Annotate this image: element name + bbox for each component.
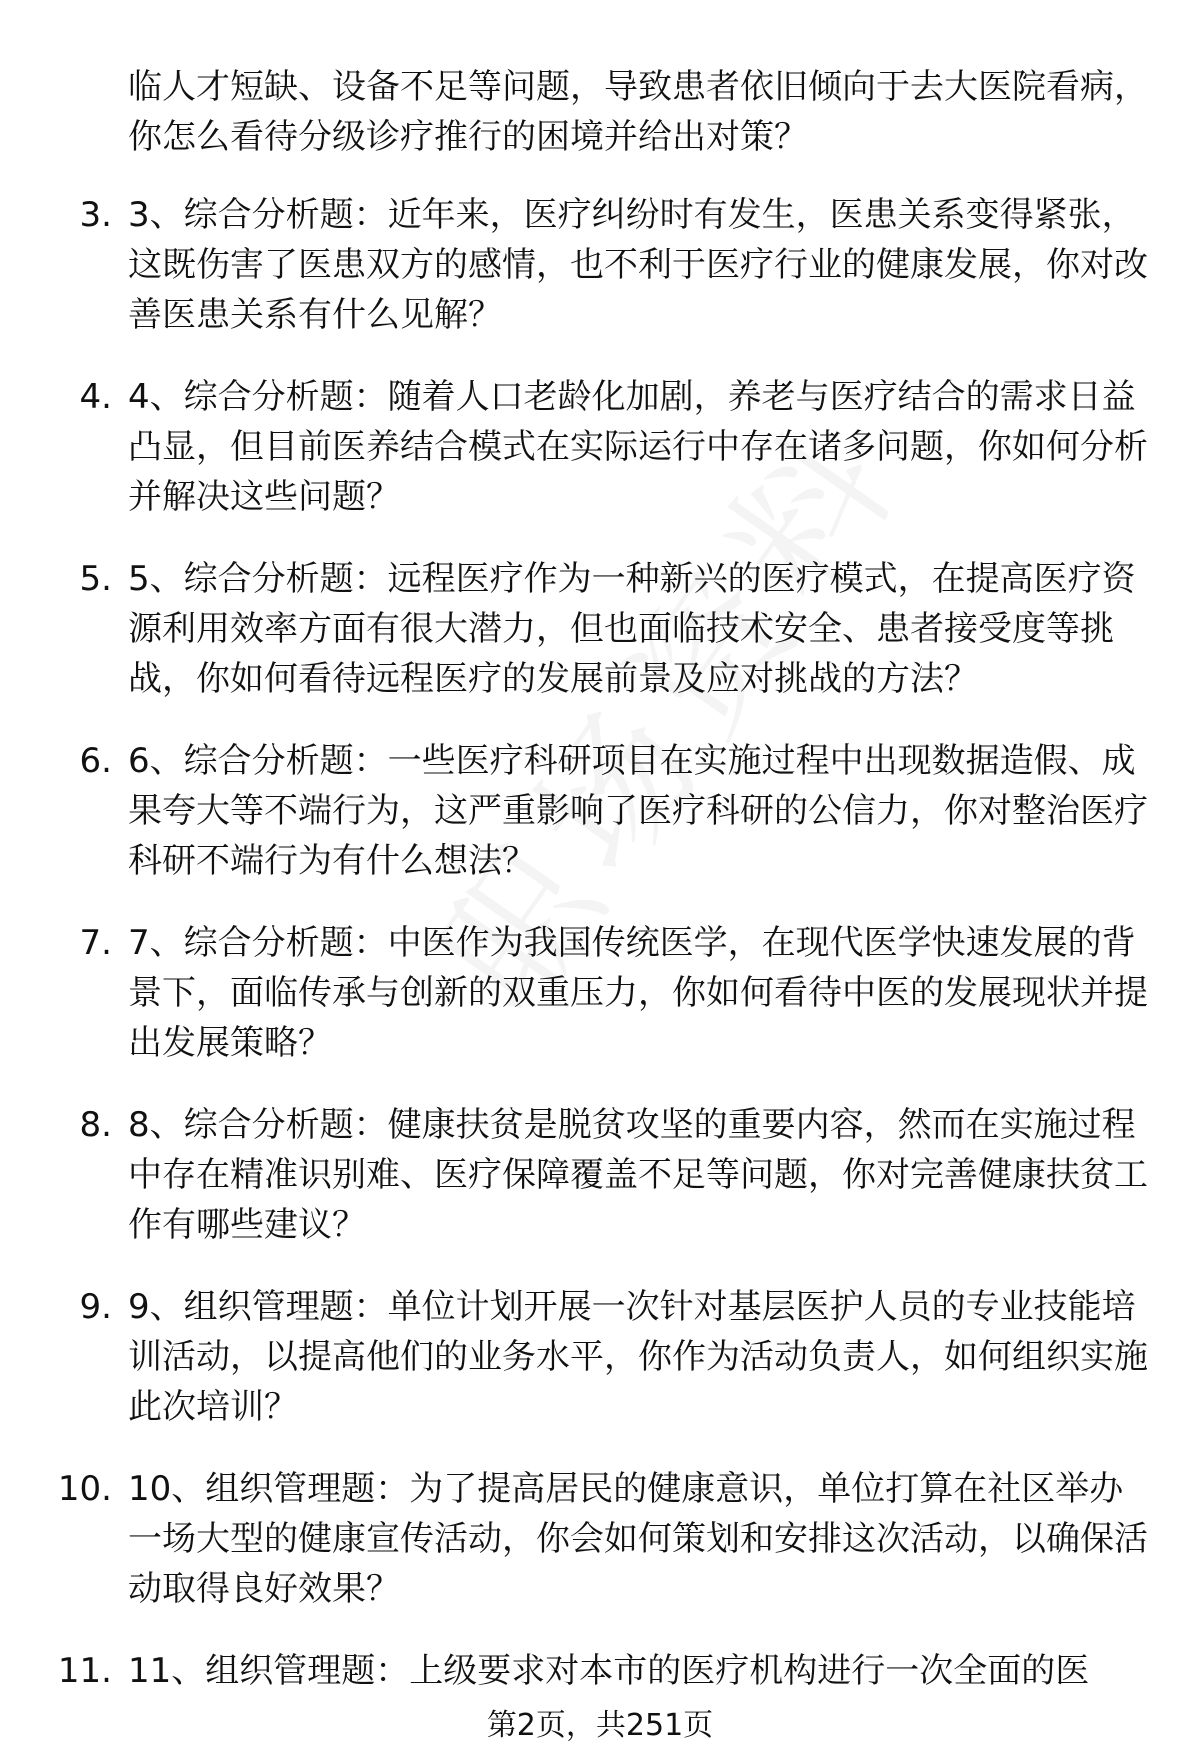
item-number: 9. — [79, 1287, 112, 1327]
page-footer: 第2页，共251页 — [486, 1708, 714, 1743]
list-item — [0, 554, 1148, 704]
item-text: 8、综合分析题：健康扶贫是脱贫攻坚的重要内容，然而在实施过程中存在精准识别难、医疗保障覆盖不足等问题，你对完善健康扶贫工作有哪些建议？ — [128, 1105, 1148, 1245]
item-number: 8. — [79, 1105, 112, 1145]
list-item — [0, 1464, 1148, 1614]
continuation-text: 临人才短缺、设备不足等问题，导致患者依旧倾向于去大医院看病，你怎么看待分级诊疗推行的困境并给出对策？ — [128, 67, 1148, 157]
item-text: 3、综合分析题：近年来，医疗纠纷时有发生，医患关系变得紧张，这既伤害了医患双方的感情，也不利于医疗行业的健康发展，你对改善医患关系有什么见解？ — [128, 195, 1148, 335]
item-number: 5. — [79, 559, 112, 599]
item-number: 6. — [79, 741, 112, 781]
item-number: 11. — [57, 1651, 112, 1691]
question-list — [0, 190, 1200, 1728]
item-number: 4. — [79, 377, 112, 417]
item-number: 10. — [57, 1469, 112, 1509]
list-item — [0, 372, 1148, 522]
list-item — [0, 736, 1148, 886]
list-item — [0, 1646, 1148, 1696]
list-item — [0, 1282, 1148, 1432]
item-text: 10、组织管理题：为了提高居民的健康意识，单位打算在社区举办一场大型的健康宣传活动，你会如何策划和安排这次活动，以确保活动取得良好效果？ — [128, 1469, 1148, 1609]
item-text: 6、综合分析题：一些医疗科研项目在实施过程中出现数据造假、成果夸大等不端行为，这严重影响了医疗科研的公信力，你对整治医疗科研不端行为有什么想法？ — [128, 741, 1148, 881]
item-text: 9、组织管理题：单位计划开展一次针对基层医护人员的专业技能培训活动，以提高他们的业务水平，你作为活动负责人，如何组织实施此次培训？ — [128, 1287, 1148, 1427]
item-number: 7. — [79, 923, 112, 963]
list-item — [0, 190, 1148, 340]
list-item — [0, 1100, 1148, 1250]
item-text: 7、综合分析题：中医作为我国传统医学，在现代医学快速发展的背景下，面临传承与创新的双重压力，你如何看待中医的发展现状并提出发展策略？ — [128, 923, 1148, 1063]
item-number: 3. — [79, 195, 112, 235]
item-text: 11、组织管理题：上级要求对本市的医疗机构进行一次全面的医 — [128, 1651, 1090, 1691]
item-text: 5、综合分析题：远程医疗作为一种新兴的医疗模式，在提高医疗资源利用效率方面有很大潜力，但也面临技术安全、患者接受度等挑战，你如何看待远程医疗的发展前景及应对挑战的方法？ — [128, 559, 1136, 699]
item-text: 4、综合分析题：随着人口老龄化加剧，养老与医疗结合的需求日益凸显，但目前医养结合模式在实际运行中存在诸多问题，你如何分析并解决这些问题？ — [128, 377, 1148, 517]
list-item — [0, 918, 1148, 1068]
